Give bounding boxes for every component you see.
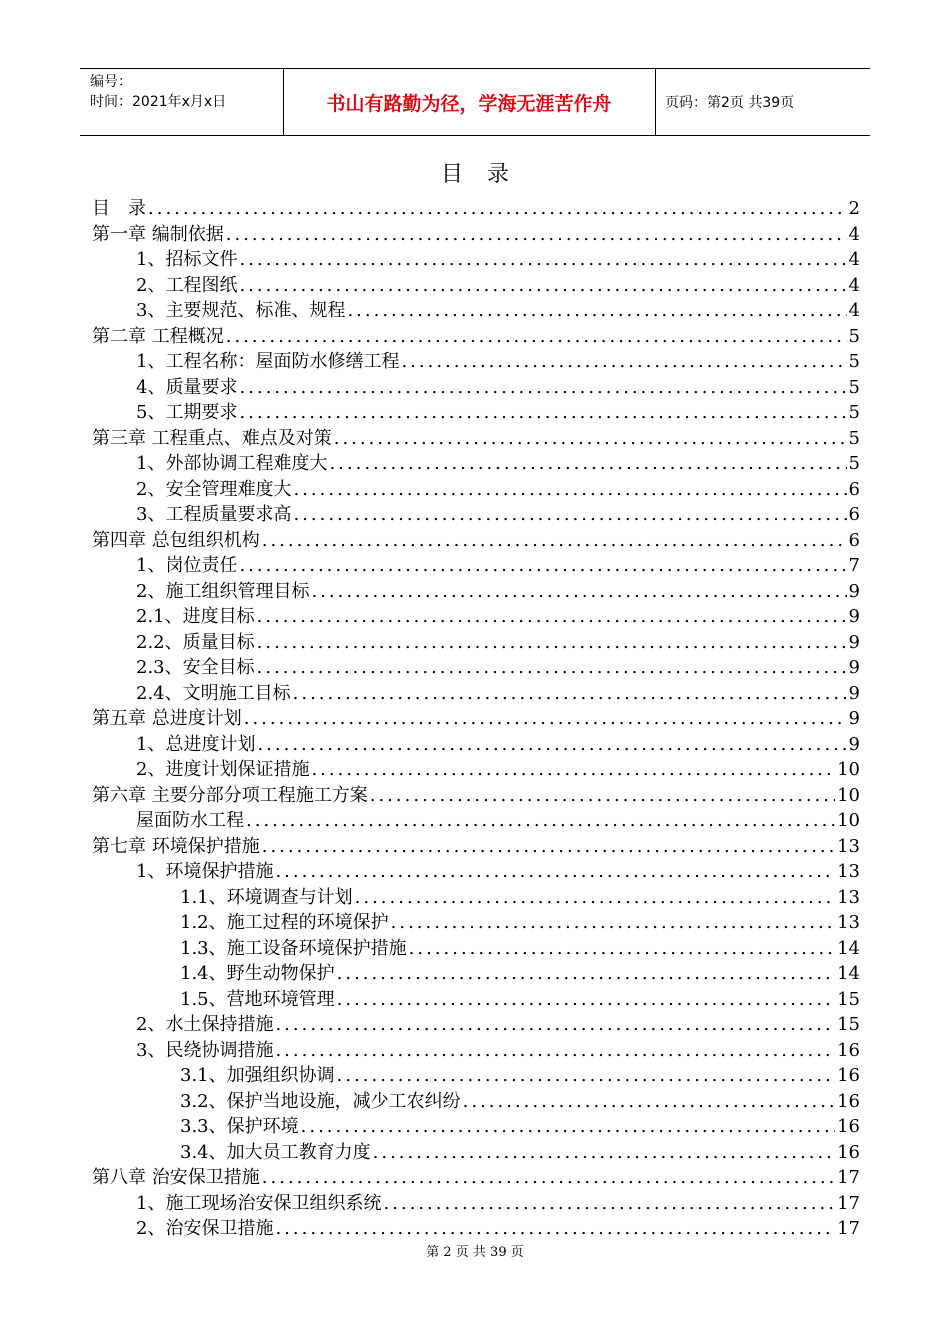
- table-of-contents: [92, 196, 860, 1242]
- toc-leader-dots: [345, 298, 846, 324]
- toc-leader-dots: [335, 961, 835, 987]
- toc-leader-dots: [224, 324, 847, 350]
- toc-leader-dots: [260, 528, 847, 554]
- toc-entry-text: 3.2、保护当地设施，减少工农纠纷: [180, 1090, 461, 1112]
- toc-leader-dots: [299, 1114, 835, 1140]
- toc-entry[interactable]: [92, 604, 860, 630]
- header-divider-right: [655, 68, 656, 135]
- toc-entry[interactable]: [92, 579, 860, 605]
- toc-entry-text: 2、进度计划保证措施: [136, 759, 310, 780]
- toc-leader-dots: [389, 910, 835, 936]
- toc-entry-page: 6: [848, 529, 860, 551]
- toc-entry-page: 9: [848, 631, 860, 653]
- toc-entry-page: 16: [837, 1065, 860, 1086]
- toc-entry-page: 4: [848, 223, 860, 245]
- toc-entry-page: 10: [837, 810, 860, 831]
- toc-leader-dots: [260, 1165, 835, 1191]
- toc-entry[interactable]: [92, 783, 860, 809]
- toc-entry-text: 第一章 编制依据: [92, 223, 224, 245]
- toc-entry[interactable]: [92, 502, 860, 528]
- header-meta: [90, 72, 226, 112]
- toc-leader-dots: [273, 859, 835, 885]
- toc-entry-page: 10: [837, 759, 860, 780]
- toc-entry[interactable]: [92, 222, 860, 248]
- toc-leader-dots: [291, 502, 846, 528]
- toc-entry-text: 1、工程名称：屋面防水修缮工程: [136, 351, 400, 372]
- header-date-label: 时间：2021年x月x日: [90, 94, 227, 110]
- toc-entry-page: 5: [848, 351, 860, 372]
- toc-entry-text: 2、水土保持措施: [136, 1014, 274, 1035]
- toc-entry-page: 9: [848, 580, 860, 602]
- toc-entry[interactable]: [92, 324, 860, 350]
- toc-entry[interactable]: [92, 1038, 860, 1064]
- toc-leader-dots: [255, 655, 847, 681]
- header-bottom-rule: [80, 135, 870, 136]
- toc-entry-page: 13: [837, 835, 860, 857]
- toc-entry-text: 1.5、营地环境管理: [180, 988, 335, 1010]
- toc-entry[interactable]: [92, 1140, 860, 1166]
- header-page-info: 页码：第2页 共39页: [665, 95, 795, 111]
- toc-entry-text: 1、岗位责任: [136, 555, 238, 576]
- toc-entry-page: 16: [837, 1039, 860, 1061]
- toc-entry[interactable]: [92, 732, 860, 758]
- toc-entry-page: 14: [837, 937, 860, 959]
- toc-entry-page: 14: [837, 963, 860, 984]
- toc-entry-page: 9: [848, 606, 860, 627]
- header-number-label: 编号：: [90, 74, 132, 90]
- toc-entry-page: 13: [837, 861, 860, 882]
- toc-entry-page: 17: [837, 1167, 860, 1188]
- toc-leader-dots: [368, 783, 835, 809]
- toc-entry-text: 1、总进度计划: [136, 733, 256, 755]
- toc-entry-page: 15: [837, 1014, 860, 1035]
- toc-leader-dots: [309, 757, 835, 783]
- toc-entry-text: 2、工程图纸: [136, 274, 238, 296]
- toc-entry[interactable]: [92, 987, 860, 1013]
- toc-entry-text: 2.2、质量目标: [136, 631, 255, 653]
- toc-entry-text: 第七章 环境保护措施: [92, 835, 260, 857]
- toc-entry-text: 第五章 总进度计划: [92, 708, 242, 729]
- toc-leader-dots: [335, 1063, 835, 1089]
- toc-entry[interactable]: [92, 630, 860, 656]
- toc-entry-page: 6: [848, 478, 860, 500]
- toc-entry[interactable]: [92, 808, 860, 834]
- toc-entry-page: 13: [837, 912, 860, 933]
- toc-entry-text: 3、民绕协调措施: [136, 1039, 274, 1061]
- toc-entry[interactable]: [92, 451, 860, 477]
- toc-entry-page: 2: [848, 198, 860, 219]
- toc-entry-page: 9: [848, 733, 860, 755]
- toc-leader-dots: [273, 1038, 835, 1064]
- toc-entry[interactable]: [92, 885, 860, 911]
- toc-entry[interactable]: [92, 859, 860, 885]
- toc-entry[interactable]: [92, 1191, 860, 1217]
- toc-entry-page: 5: [848, 376, 860, 398]
- toc-leader-dots: [291, 681, 847, 707]
- toc-entry[interactable]: [92, 1114, 860, 1140]
- toc-leader-dots: [260, 834, 835, 860]
- toc-leader-dots: [237, 553, 846, 579]
- toc-leader-dots: [399, 349, 846, 375]
- toc-entry-page: 9: [848, 657, 860, 678]
- toc-entry-text: 2、安全管理难度大: [136, 478, 292, 500]
- toc-leader-dots: [273, 1216, 835, 1242]
- toc-entry[interactable]: [92, 681, 860, 707]
- toc-entry-text: 目 录: [92, 198, 146, 219]
- toc-entry-text: 2、施工组织管理目标: [136, 580, 310, 602]
- toc-entry-text: 第六章 主要分部分项工程施工方案: [92, 784, 368, 806]
- toc-entry-page: 5: [848, 402, 860, 423]
- toc-entry[interactable]: [92, 757, 860, 783]
- header-top-rule: [80, 68, 870, 69]
- toc-entry-page: 16: [837, 1090, 860, 1112]
- toc-entry[interactable]: [92, 1063, 860, 1089]
- toc-leader-dots: [371, 1140, 835, 1166]
- toc-entry-text: 3.4、加大员工教育力度: [180, 1141, 371, 1163]
- header-motto: 书山有路勤为径，学海无涯苦作舟: [326, 93, 612, 115]
- toc-leader-dots: [353, 885, 835, 911]
- toc-entry[interactable]: [92, 961, 860, 987]
- toc-leader-dots: [255, 732, 846, 758]
- toc-entry-page: 13: [837, 886, 860, 908]
- toc-entry-text: 1.1、环境调查与计划: [180, 886, 353, 908]
- toc-entry-text: 3.1、加强组织协调: [180, 1065, 335, 1086]
- toc-entry-page: 15: [837, 988, 860, 1010]
- toc-entry[interactable]: [92, 936, 860, 962]
- toc-entry-page: 4: [848, 300, 860, 321]
- toc-entry[interactable]: [92, 349, 860, 375]
- toc-entry-text: 第四章 总包组织机构: [92, 529, 260, 551]
- toc-leader-dots: [332, 426, 847, 452]
- toc-entry-page: 17: [837, 1192, 860, 1214]
- toc-leader-dots: [381, 1191, 835, 1217]
- toc-leader-dots: [244, 808, 835, 834]
- toc-entry-text: 3、工程质量要求高: [136, 504, 292, 525]
- toc-entry-page: 10: [837, 784, 860, 806]
- toc-entry[interactable]: [92, 298, 860, 324]
- toc-entry[interactable]: [92, 834, 860, 860]
- toc-leader-dots: [255, 604, 847, 630]
- toc-entry-text: 3、主要规范、标准、规程: [136, 300, 346, 321]
- toc-title: 目录: [440, 162, 533, 187]
- toc-leader-dots: [461, 1089, 835, 1115]
- toc-entry-page: 9: [848, 708, 860, 729]
- toc-entry[interactable]: [92, 553, 860, 579]
- toc-leader-dots: [273, 1012, 835, 1038]
- toc-entry-text: 3.3、保护环境: [180, 1116, 299, 1137]
- toc-entry[interactable]: [92, 400, 860, 426]
- toc-entry[interactable]: [92, 1089, 860, 1115]
- toc-leader-dots: [407, 936, 835, 962]
- toc-entry-text: 2.4、文明施工目标: [136, 682, 291, 704]
- toc-entry-page: 4: [848, 274, 860, 296]
- toc-entry-page: 16: [837, 1141, 860, 1163]
- toc-entry-text: 2.3、安全目标: [136, 657, 255, 678]
- toc-entry-text: 1、招标文件: [136, 249, 238, 270]
- toc-entry[interactable]: [92, 273, 860, 299]
- toc-entry-page: 7: [848, 555, 860, 576]
- toc-leader-dots: [224, 222, 847, 248]
- toc-entry[interactable]: [92, 910, 860, 936]
- toc-entry[interactable]: [92, 477, 860, 503]
- toc-entry[interactable]: [92, 1165, 860, 1191]
- toc-leader-dots: [335, 987, 835, 1013]
- toc-entry-text: 第三章 工程重点、难点及对策: [92, 427, 332, 449]
- toc-entry[interactable]: [92, 247, 860, 273]
- toc-entry[interactable]: [92, 375, 860, 401]
- toc-entry-text: 5、工期要求: [136, 402, 238, 423]
- toc-entry[interactable]: [92, 196, 860, 222]
- toc-entry[interactable]: [92, 426, 860, 452]
- page-footer: 第 2 页 共 39 页: [426, 1245, 524, 1260]
- toc-entry-page: 9: [848, 682, 860, 704]
- toc-entry-text: 第八章 治安保卫措施: [92, 1167, 260, 1188]
- toc-entry-page: 5: [848, 427, 860, 449]
- toc-entry-text: 2、治安保卫措施: [136, 1218, 274, 1239]
- toc-entry-text: 1.3、施工设备环境保护措施: [180, 937, 407, 959]
- toc-entry[interactable]: [92, 528, 860, 554]
- toc-entry[interactable]: [92, 655, 860, 681]
- toc-leader-dots: [327, 451, 846, 477]
- toc-leader-dots: [237, 247, 846, 273]
- toc-entry-page: 5: [848, 453, 860, 474]
- toc-leader-dots: [237, 375, 846, 401]
- toc-entry-text: 1.4、野生动物保护: [180, 963, 335, 984]
- toc-entry-page: 4: [848, 249, 860, 270]
- toc-entry-text: 4、质量要求: [136, 376, 238, 398]
- toc-entry-page: 5: [848, 325, 860, 347]
- toc-entry-text: 第二章 工程概况: [92, 325, 224, 347]
- toc-entry-page: 6: [848, 504, 860, 525]
- toc-leader-dots: [237, 400, 846, 426]
- toc-entry-page: 16: [837, 1116, 860, 1137]
- toc-entry[interactable]: [92, 1012, 860, 1038]
- toc-entry-text: 2.1、进度目标: [136, 606, 255, 627]
- toc-entry-text: 1、环境保护措施: [136, 861, 274, 882]
- toc-leader-dots: [237, 273, 846, 299]
- toc-entry-text: 1、施工现场治安保卫组织系统: [136, 1192, 382, 1214]
- toc-entry-page: 17: [837, 1218, 860, 1239]
- toc-leader-dots: [291, 477, 846, 503]
- toc-entry-text: 1.2、施工过程的环境保护: [180, 912, 389, 933]
- toc-entry[interactable]: [92, 706, 860, 732]
- toc-leader-dots: [146, 196, 847, 222]
- toc-leader-dots: [242, 706, 847, 732]
- toc-leader-dots: [255, 630, 847, 656]
- toc-entry[interactable]: [92, 1216, 860, 1242]
- toc-entry-text: 1、外部协调工程难度大: [136, 453, 328, 474]
- toc-leader-dots: [309, 579, 846, 605]
- toc-entry-text: 屋面防水工程: [136, 810, 244, 831]
